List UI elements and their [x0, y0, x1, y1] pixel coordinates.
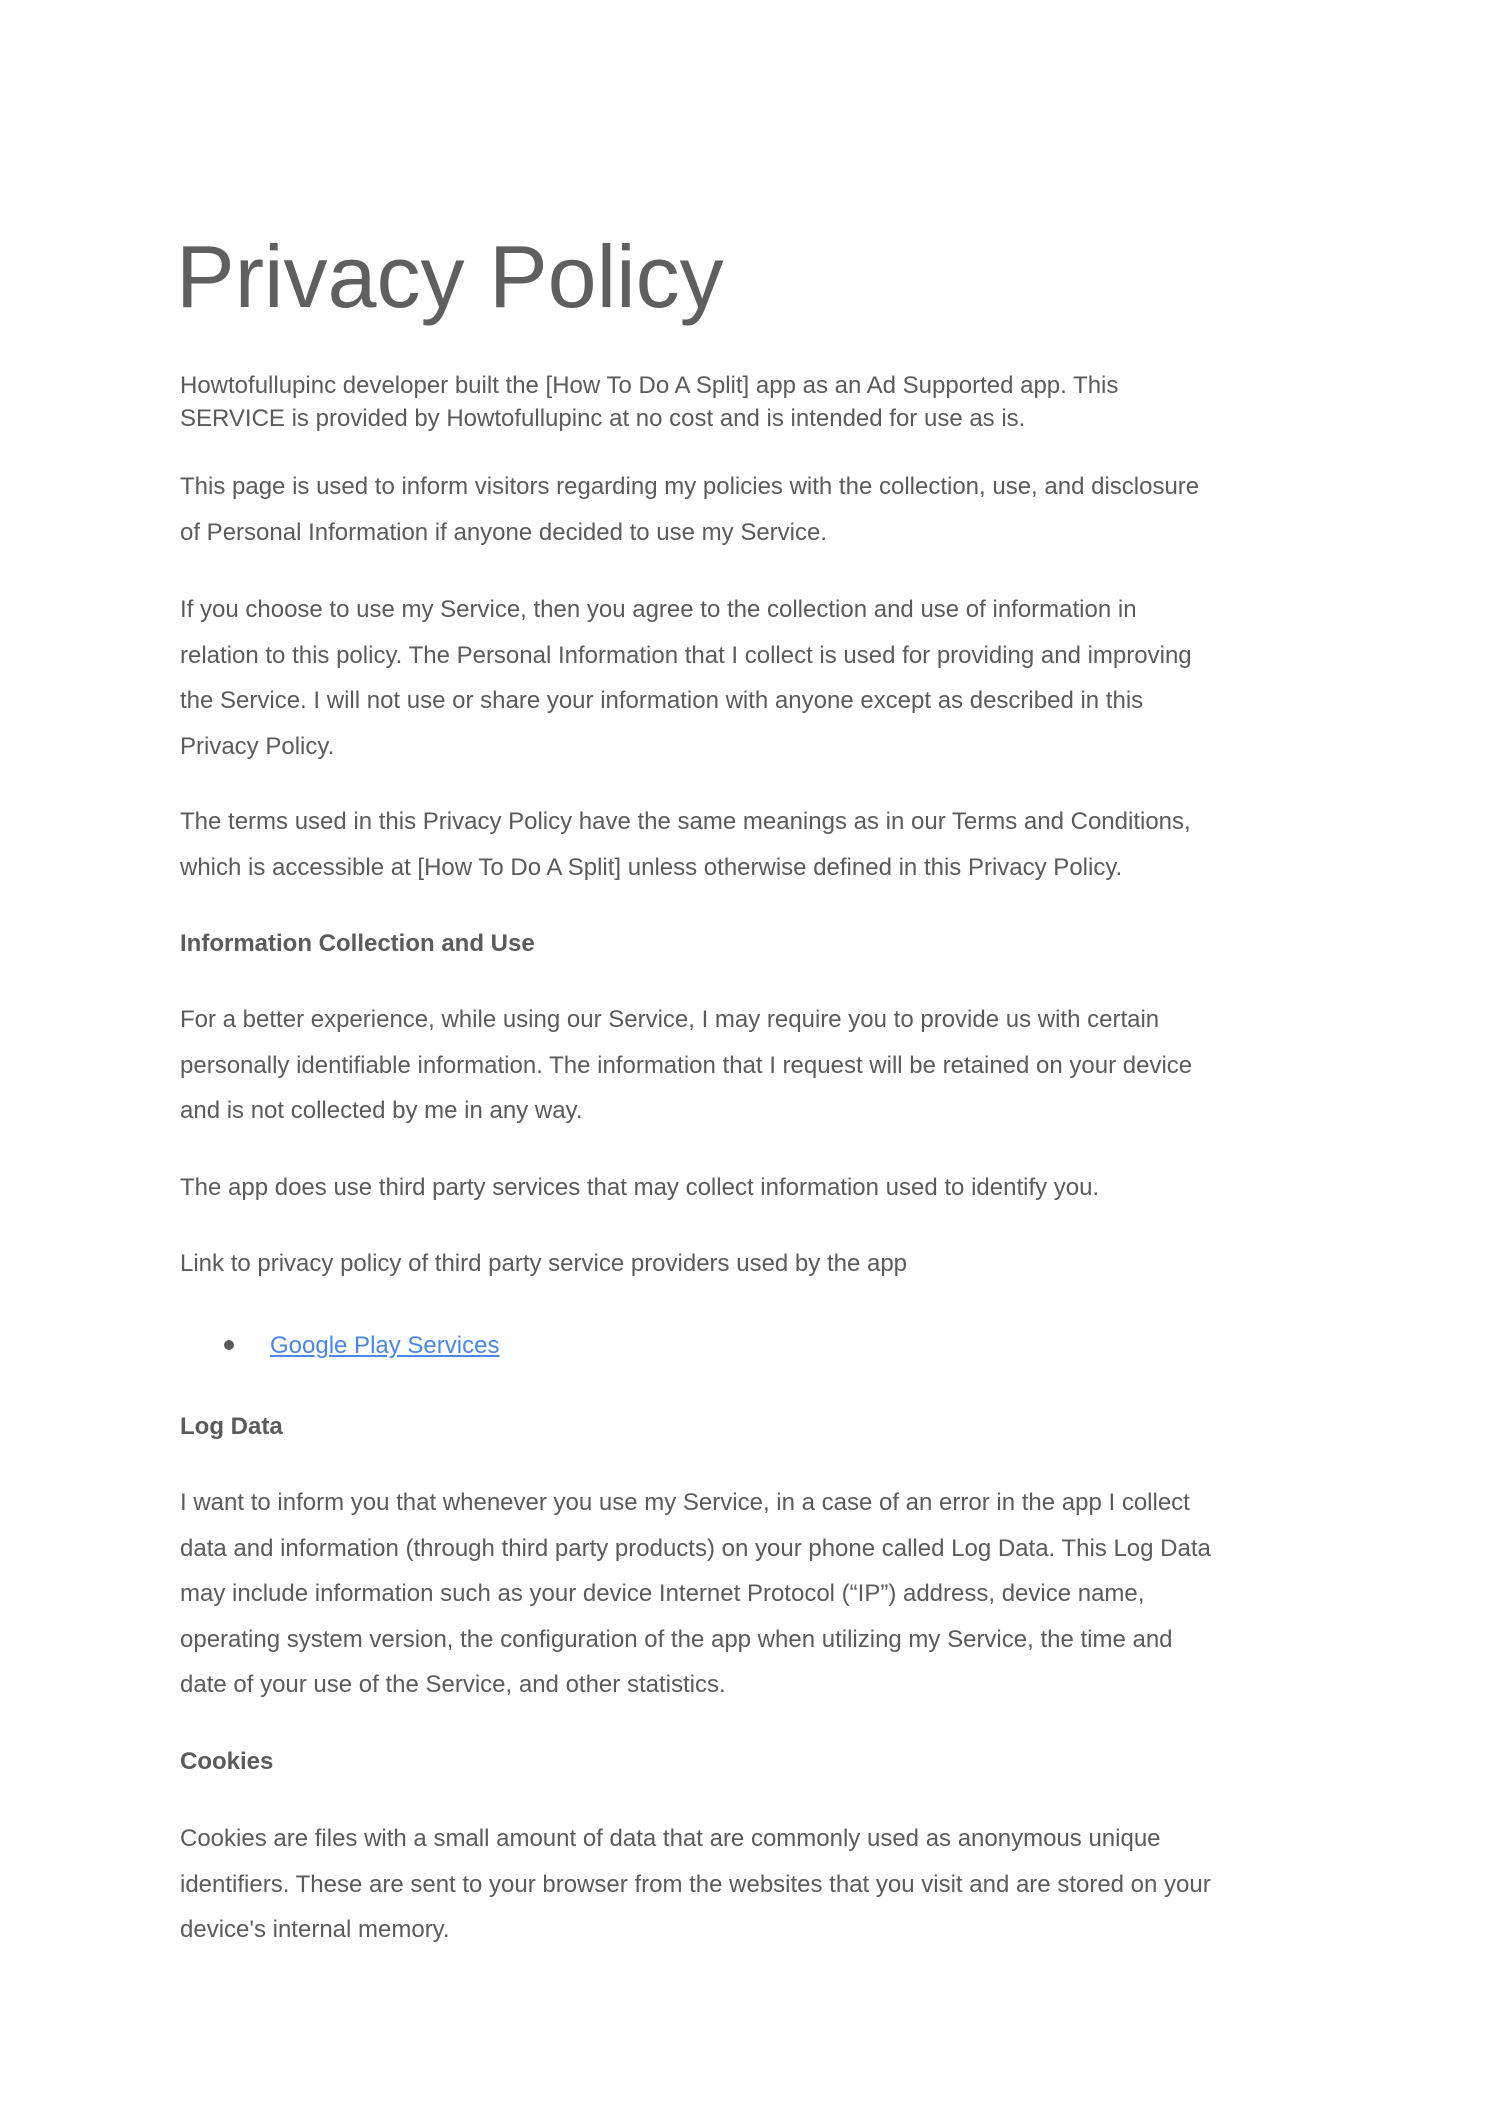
text-line: identifiers. These are sent to your browser from the websites that you visit and are stored on your [180, 1870, 1211, 1898]
paragraph-third-party [180, 1165, 1360, 1211]
intro-paragraph [180, 370, 1360, 435]
bullet-icon [224, 1340, 236, 1352]
text-line: which is accessible at [How To Do A Split] unless otherwise defined in this Privacy Policy. [180, 853, 1123, 881]
text-line: may include information such as your device Internet Protocol (“IP”) address, device name, [180, 1580, 1145, 1607]
text-line: Cookies are files with a small amount of data that are commonly used as anonymous unique [180, 1825, 1161, 1852]
text-line: of Personal Information if anyone decided to use my Service. [180, 518, 828, 546]
text-line: Howtofullupinc developer built the [How To Do A Split] app as an Ad Supported app. This [180, 372, 1119, 399]
heading-information-collection: Information Collection and Use [180, 930, 535, 957]
text-line: the Service. I will not use or share your information with anyone except as described in this [180, 687, 1144, 714]
text-line: Privacy Policy. [180, 732, 335, 760]
text-line: and is not collected by me in any way. [180, 1097, 583, 1124]
text-line: operating system version, the configuration of the app when utilizing my Service, the time and [180, 1625, 1173, 1653]
text-line: relation to this policy. The Personal Information that I collect is used for providing and improving [180, 641, 1192, 669]
paragraph-terms [180, 799, 1360, 890]
text-line: The app does use third party services that may collect information used to identify you. [180, 1174, 1100, 1201]
heading-log-data: Log Data [180, 1413, 283, 1440]
text-line: For a better experience, while using our Service, I may require you to provide us with certain [180, 1006, 1160, 1033]
paragraph-log-data [180, 1480, 1360, 1708]
text-line: If you choose to use my Service, then you agree to the collection and use of information in [180, 596, 1137, 623]
text-line: SERVICE is provided by Howtofullupinc at no cost and is intended for use as is. [180, 404, 1026, 432]
text-line: The terms used in this Privacy Policy have the same meanings as in our Terms and Conditions, [180, 808, 1191, 835]
text-line: device's internal memory. [180, 1916, 450, 1943]
text-line: This page is used to inform visitors regarding my policies with the collection, use, and disclosure [180, 473, 1200, 500]
page-title: Privacy Policy [176, 227, 724, 326]
text-line: Link to privacy policy of third party service providers used by the app [180, 1250, 908, 1277]
text-line: date of your use of the Service, and other statistics. [180, 1671, 726, 1698]
heading-cookies: Cookies [180, 1748, 274, 1775]
paragraph-consent [180, 587, 1360, 769]
text-line: I want to inform you that whenever you use my Service, in a case of an error in the app I collect [180, 1489, 1190, 1516]
paragraph-information [180, 997, 1360, 1134]
google-play-services-link[interactable]: Google Play Services [270, 1332, 500, 1359]
paragraph-link-intro [180, 1241, 1360, 1287]
text-line: personally identifiable information. The information that I request will be retained on your device [180, 1051, 1193, 1079]
paragraph-purpose [180, 464, 1360, 555]
paragraph-cookies [180, 1816, 1360, 1953]
text-line: data and information (through third party products) on your phone called Log Data. This Log Data [180, 1534, 1211, 1562]
